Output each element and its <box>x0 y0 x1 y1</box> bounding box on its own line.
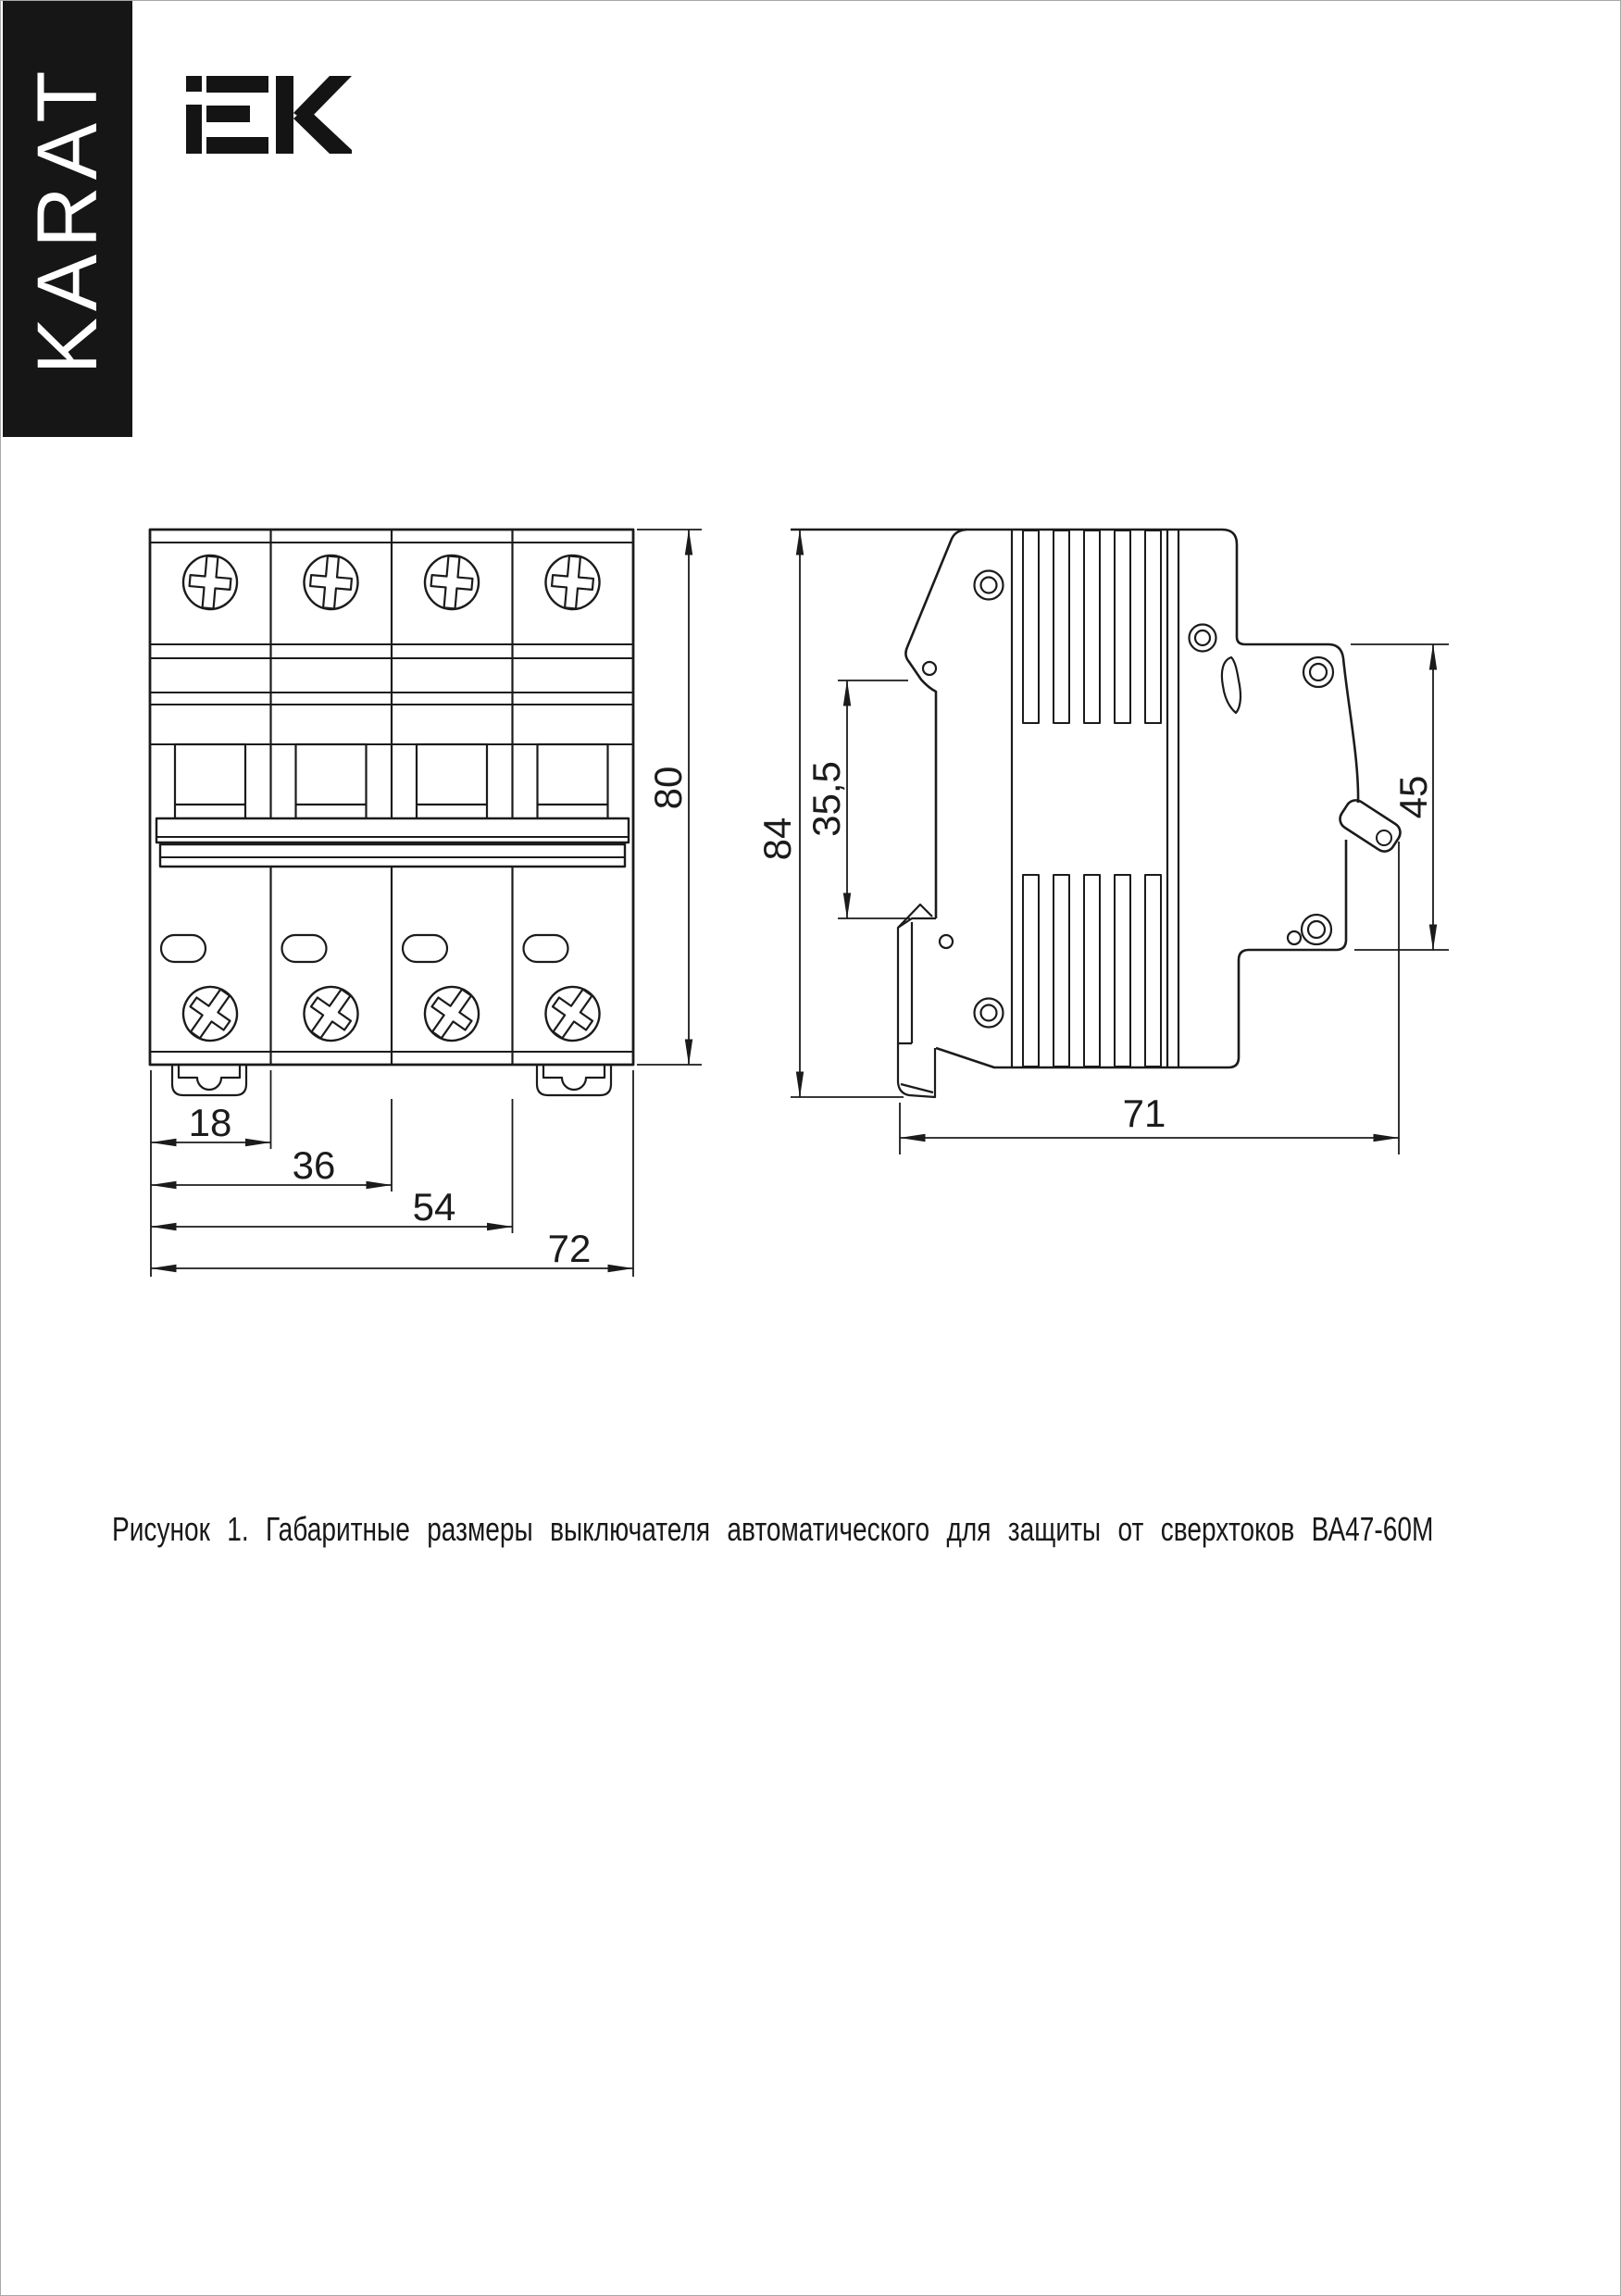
dim-label-72: 72 <box>547 1227 592 1270</box>
dim-label-84: 84 <box>755 817 799 861</box>
karat-banner-text: KARAT <box>20 64 115 374</box>
front-view <box>150 530 633 1095</box>
dim-label-80: 80 <box>646 766 690 810</box>
dim-label-45: 45 <box>1391 775 1435 819</box>
dim-label-36: 36 <box>292 1143 336 1187</box>
side-view-dim-labels <box>755 761 1435 1135</box>
dim-label-71: 71 <box>1122 1092 1166 1135</box>
side-view-dimensions <box>791 530 1449 1154</box>
dim-label-54: 54 <box>412 1185 456 1229</box>
dim-label-18: 18 <box>188 1101 232 1144</box>
dim-label-35-5: 35,5 <box>804 761 848 837</box>
figure-caption: Рисунок 1. Габаритные размеры выключателя автоматического для защиты от сверхтоков ВА47-60М <box>112 1510 1434 1548</box>
front-view-dimensions <box>151 530 702 1277</box>
iek-logo <box>186 76 352 154</box>
technical-drawing <box>1 1 1621 2296</box>
side-view <box>791 530 1404 1097</box>
